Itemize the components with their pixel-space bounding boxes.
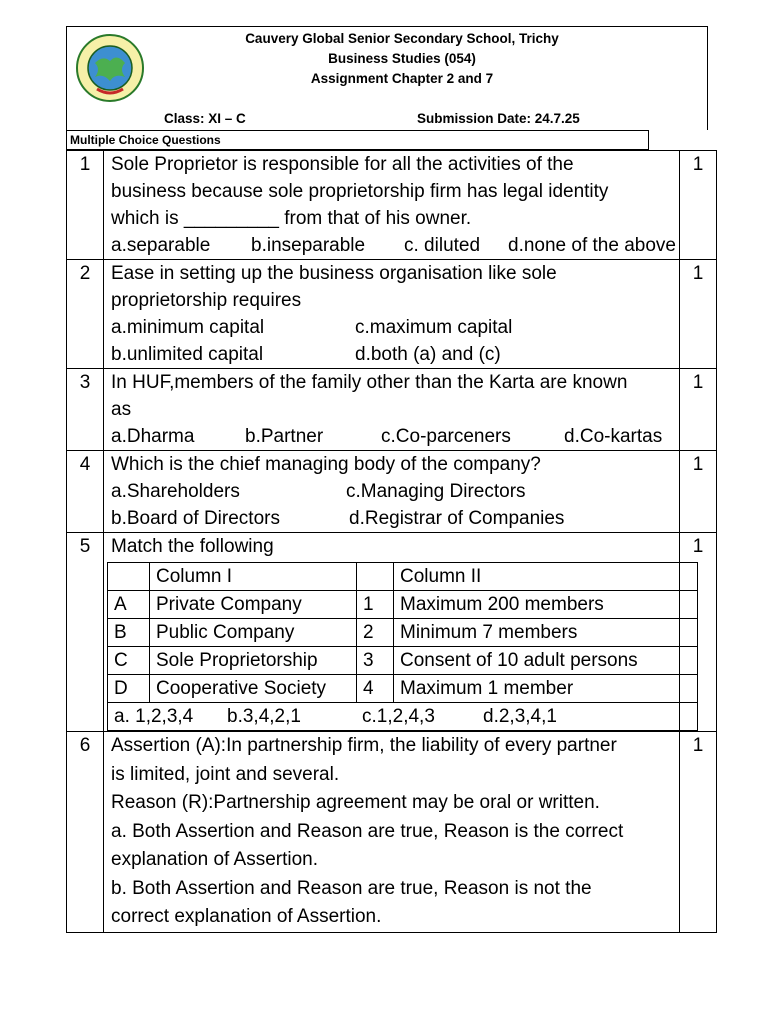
match-table: [107, 562, 698, 731]
match-options-row: [108, 703, 698, 731]
question-row: [67, 151, 717, 260]
option: a. 1,2,3,4: [114, 706, 194, 727]
question-number: 4: [67, 451, 104, 533]
option: a.Shareholders: [111, 481, 240, 502]
match-item: Public Company: [150, 619, 357, 647]
match-header-row: [108, 563, 698, 591]
question-line: b. Both Assertion and Reason are true, Reason is not the: [111, 877, 592, 899]
question-line: correct explanation of Assertion.: [111, 906, 382, 927]
option: b.3,4,2,1: [227, 706, 301, 727]
question-row: [67, 451, 717, 533]
question-body: [104, 369, 680, 451]
question-row: [67, 533, 717, 732]
match-key: D: [108, 675, 150, 703]
question-body: [104, 260, 680, 369]
match-answer: Consent of 10 adult persons: [394, 647, 698, 675]
option: d.both (a) and (c): [355, 344, 501, 365]
header-block: [66, 26, 708, 130]
question-mark: 1: [680, 260, 717, 369]
match-row: [108, 675, 698, 703]
match-num: 3: [357, 647, 394, 675]
match-item: Sole Proprietorship: [150, 647, 357, 675]
match-col-2-header: Column II: [394, 563, 698, 591]
assignment-title: Assignment Chapter 2 and 7: [310, 71, 494, 86]
header-titles: [67, 29, 707, 89]
options-row: [111, 478, 679, 505]
question-row: [67, 260, 717, 369]
question-line: Which is the chief managing body of the company?: [111, 454, 541, 475]
question-number: 6: [67, 732, 104, 933]
subject-title: Business Studies (054): [328, 51, 476, 66]
question-body: [104, 151, 680, 260]
match-key: C: [108, 647, 150, 675]
question-mark: 1: [680, 451, 717, 533]
question-number: 2: [67, 260, 104, 369]
question-line: which is _________ from that of his owner.: [111, 208, 472, 229]
option: d.2,3,4,1: [483, 706, 557, 727]
question-number: 1: [67, 151, 104, 260]
match-answer: Maximum 1 member: [394, 675, 698, 703]
question-body: [104, 451, 680, 533]
question-line: as: [111, 399, 132, 420]
match-row: [108, 647, 698, 675]
question-line: Sole Proprietor is responsible for all the activities of the: [111, 154, 574, 175]
question-line: In HUF,members of the family other than the Karta are known: [111, 372, 628, 393]
question-line: a. Both Assertion and Reason are true, Reason is the correct: [111, 820, 624, 842]
question-body: [104, 732, 680, 933]
questions-table: [66, 150, 717, 933]
match-item: Cooperative Society: [150, 675, 357, 703]
option: c.Managing Directors: [346, 481, 526, 502]
question-line: business because sole proprietorship firm has legal identity: [111, 181, 609, 202]
options-row: [111, 423, 679, 450]
match-num: 1: [357, 591, 394, 619]
question-line: Match the following: [111, 536, 274, 557]
question-mark: 1: [680, 732, 717, 933]
option: b.Partner: [245, 426, 324, 447]
question-number: 3: [67, 369, 104, 451]
option: a.minimum capital: [111, 317, 265, 338]
match-row: [108, 619, 698, 647]
option: b.Board of Directors: [111, 508, 280, 529]
option: b.unlimited capital: [111, 344, 264, 365]
match-num: 4: [357, 675, 394, 703]
option: c.Co-parceners: [381, 426, 511, 447]
question-line: is limited, joint and several.: [111, 763, 340, 785]
option: d.Registrar of Companies: [349, 508, 565, 529]
question-line: explanation of Assertion.: [111, 849, 319, 870]
options-row: [111, 341, 679, 368]
match-answer: Minimum 7 members: [394, 619, 698, 647]
option: b.inseparable: [251, 235, 366, 256]
match-num: 2: [357, 619, 394, 647]
question-mark: 1: [680, 151, 717, 260]
question-mark: 1: [680, 369, 717, 451]
school-name: Cauvery Global Senior Secondary School, Trichy: [245, 31, 559, 46]
option: c.maximum capital: [355, 317, 513, 338]
option: c. diluted: [404, 235, 481, 256]
match-key: B: [108, 619, 150, 647]
options-row: [111, 232, 679, 259]
question-line: Reason (R):Partnership agreement may be oral or written.: [111, 792, 600, 813]
section-title: Multiple Choice Questions: [66, 130, 649, 150]
match-key: A: [108, 591, 150, 619]
question-line: proprietorship requires: [111, 290, 302, 311]
assignment-sheet: [66, 26, 708, 933]
options-row: [111, 314, 679, 341]
option: d.Co-kartas: [564, 426, 663, 447]
options-row: [114, 703, 697, 730]
question-line: Assertion (A):In partnership firm, the liability of every partner: [111, 735, 617, 756]
submission-date: Submission Date: 24.7.25: [417, 111, 580, 126]
option: a.Dharma: [111, 426, 195, 447]
option: a.separable: [111, 235, 211, 256]
question-body: [104, 533, 680, 732]
option: d.none of the above: [508, 235, 676, 256]
match-row: [108, 591, 698, 619]
options-row: [111, 505, 679, 532]
match-col-1-header: Column I: [150, 563, 357, 591]
question-mark: 1: [680, 533, 717, 732]
question-row: [67, 369, 717, 451]
question-row: [67, 732, 717, 933]
option: c.1,2,4,3: [362, 706, 435, 727]
match-item: Private Company: [150, 591, 357, 619]
question-line: Ease in setting up the business organisation like sole: [111, 263, 557, 284]
question-number: 5: [67, 533, 104, 732]
class-label: Class: XI – C: [164, 111, 246, 126]
match-answer: Maximum 200 members: [394, 591, 698, 619]
